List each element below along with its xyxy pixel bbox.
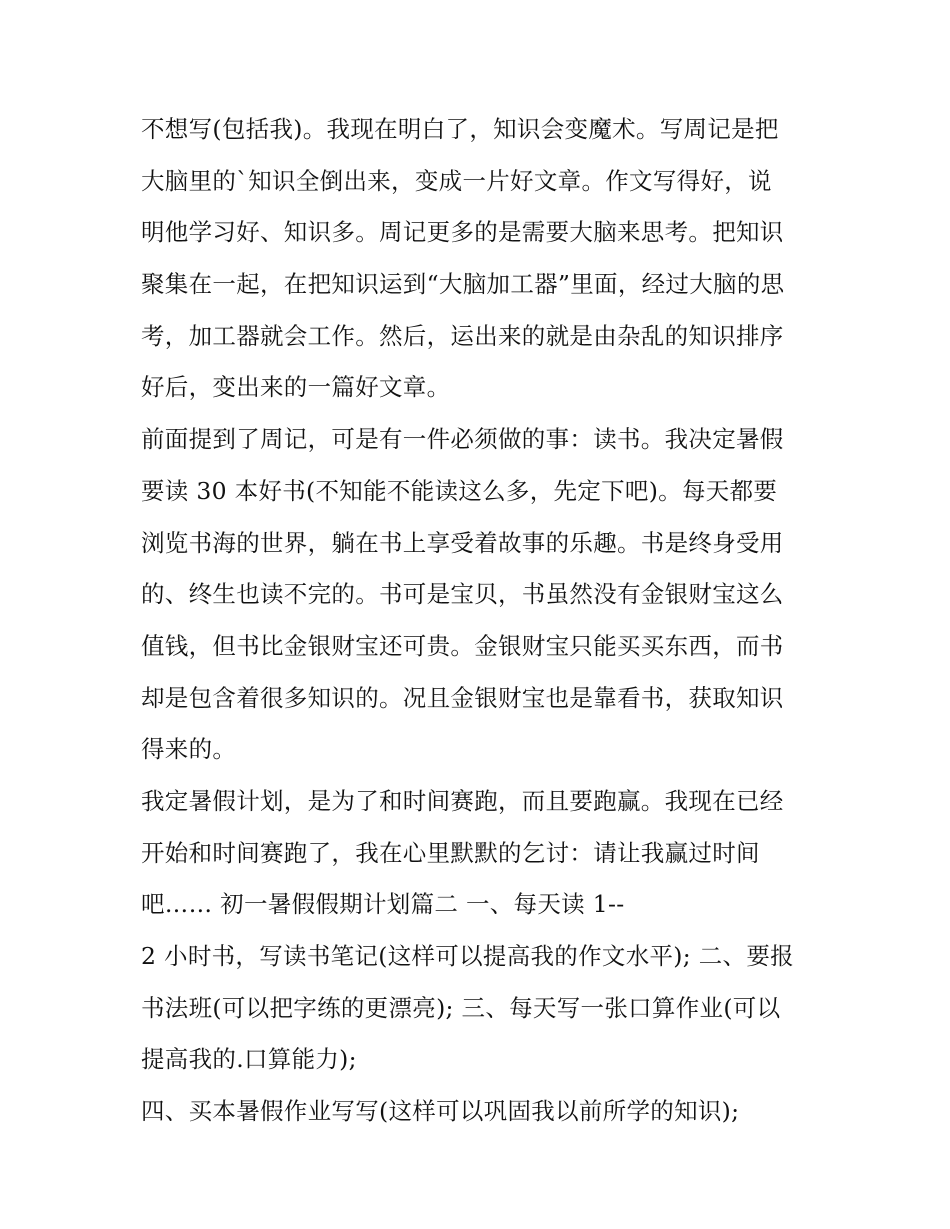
text-line: 聚集在一起，在把知识运到“大脑加工器”里面，经过大脑的思: [141, 270, 785, 299]
text-line: 却是包含着很多知识的。况且金银财宝也是靠看书，获取知识: [141, 683, 784, 712]
text-line: 开始和时间赛跑了，我在心里默默的乞讨：请让我赢过时间: [141, 838, 760, 867]
text-line: 得来的。: [141, 735, 237, 764]
text-line: 不想写(包括我)。我现在明白了，知识会变魔术。写周记是把: [141, 115, 779, 143]
text-line: 四、买本暑假作业写写(这样可以巩固我以前所学的知识);: [141, 1097, 740, 1126]
text-line: 前面提到了周记，可是有一件必须做的事：读书。我决定暑假: [141, 425, 784, 454]
text-line: 考，加工器就会工作。然后，运出来的就是由杂乱的知识排序: [141, 321, 784, 350]
text-line: 好后，变出来的一篇好文章。: [141, 373, 451, 402]
document-body: [141, 104, 821, 1138]
text-line: 我定暑假计划，是为了和时间赛跑，而且要跑赢。我现在已经: [141, 786, 784, 815]
text-line: 书法班(可以把字练的更漂亮); 三、每天写一张口算作业(可以: [141, 993, 781, 1022]
text-line: 明他学习好、知识多。周记更多的是需要大脑来思考。把知识: [141, 218, 784, 247]
text-line: 的、终生也读不完的。书可是宝贝，书虽然没有金银财宝这么: [141, 580, 784, 609]
text-line: 浏览书海的世界，躺在书上享受着故事的乐趣。书是终身受用: [141, 528, 784, 557]
text-line: 要读 30 本好书(不知能不能读这么多，先定下吧)。每天都要: [141, 476, 778, 505]
text-line: 提高我的.口算能力);: [141, 1045, 357, 1074]
text-line: 大脑里的`知识全倒出来，变成一片好文章。作文写得好，说: [141, 166, 772, 195]
text-line: 2 小时书，写读书笔记(这样可以提高我的作文水平); 二、要报: [141, 942, 794, 970]
text-line: 吧…… 初一暑假假期计划篇二 一、每天读 1--: [141, 890, 625, 919]
text-line: 值钱，但书比金银财宝还可贵。金银财宝只能买买东西，而书: [141, 631, 784, 660]
